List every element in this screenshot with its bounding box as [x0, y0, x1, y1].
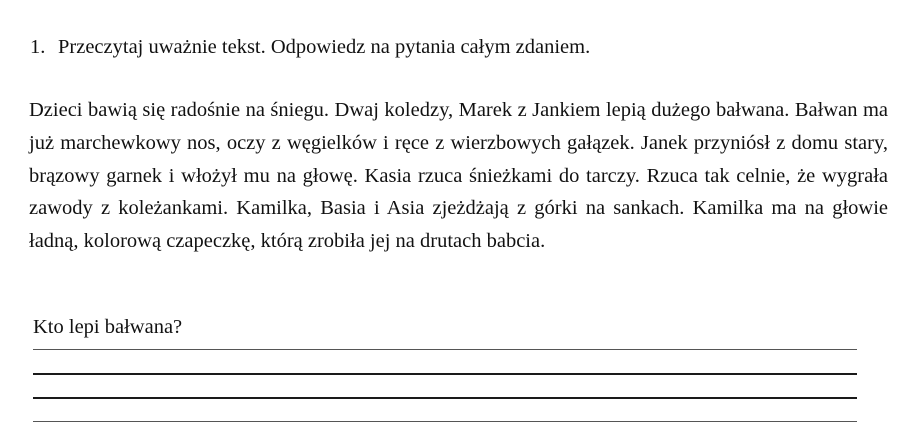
- answer-line[interactable]: [33, 349, 857, 350]
- instruction-text: Przeczytaj uważnie tekst. Odpowiedz na pytania całym zdaniem.: [58, 36, 591, 58]
- answer-line[interactable]: [33, 397, 857, 399]
- exercise-instruction: [30, 34, 590, 60]
- reading-passage: Dzieci bawią się radośnie na śniegu. Dwaj koledzy, Marek z Jankiem lepią dużego bałwana. Bałwan ma już marchewkowy nos, oczy z węgielków i ręce z wierzbowych gałązek. Janek przyniósł z domu stary, brązowy garnek i włożył mu na głowę. Kasia rzuca śnieżkami do tarczy. Rzuca tak celnie, że wygrała zawody z koleżankami. Kamilka, Basia i Asia zjeżdżają z górki na sankach. Kamilka ma na głowie ładną, kolorową czapeczkę, którą zrobiła jej na drutach babcia.: [29, 99, 888, 253]
- question-text: Kto lepi bałwana?: [33, 316, 183, 338]
- answer-line[interactable]: [33, 421, 857, 422]
- answer-line[interactable]: [33, 373, 857, 375]
- exercise-number: 1.: [30, 36, 46, 58]
